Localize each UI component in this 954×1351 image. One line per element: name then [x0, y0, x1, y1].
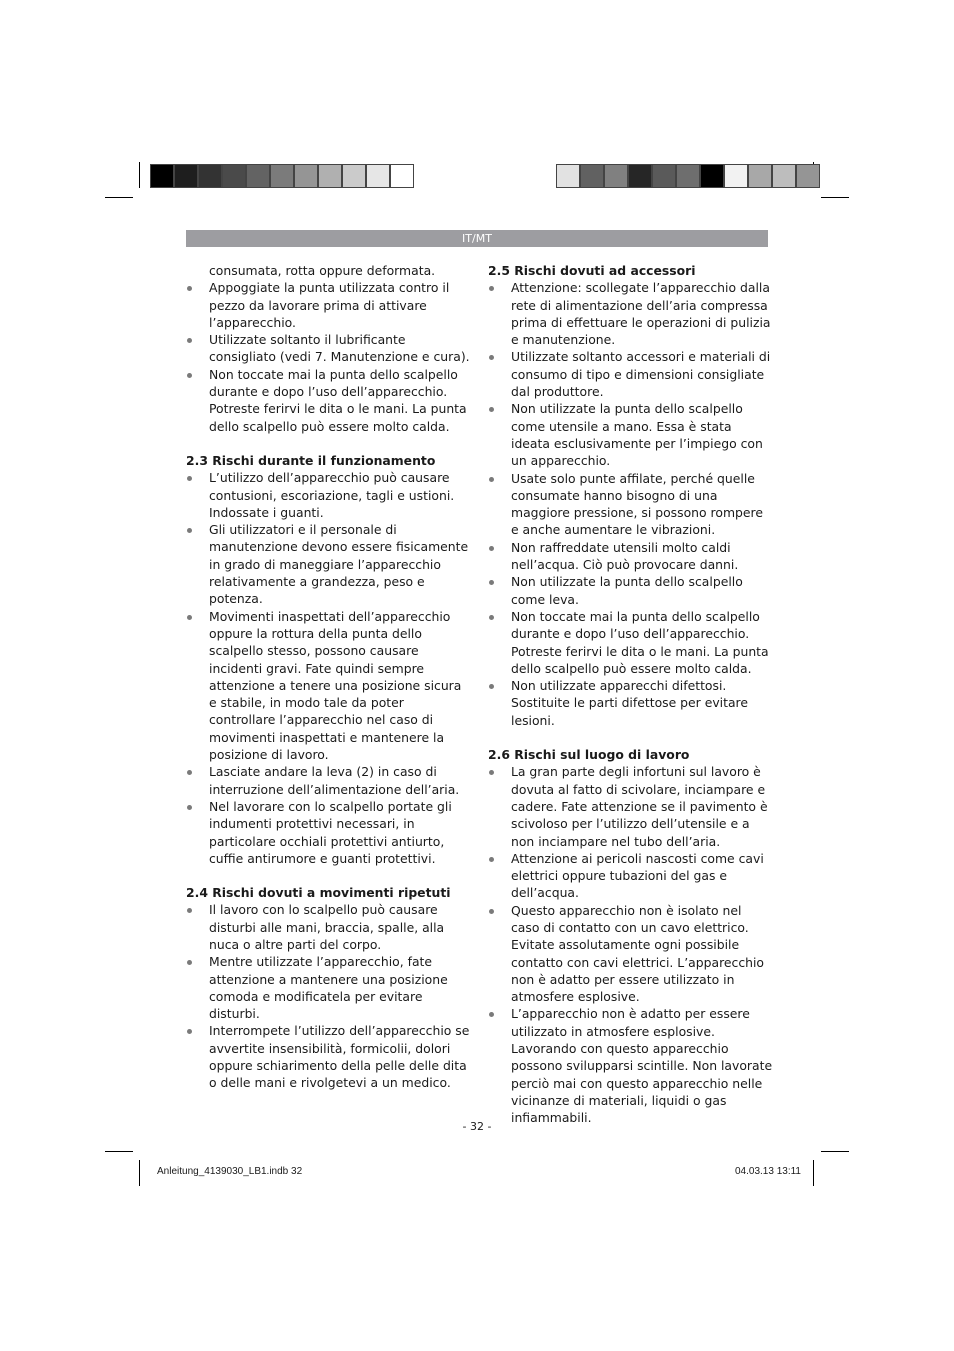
right-column	[488, 262, 773, 1127]
continuation-text: consumata, rotta oppure deformata.	[209, 263, 436, 278]
list-item: Usate solo punte affilate, perché quelle consumate hanno bisogno di una maggiore pressione, si possono rompere e anche aumentare le vibrazioni.	[488, 470, 773, 539]
list-item: Non toccate mai la punta dello scalpello durante e dopo l’uso dell’apparecchio. Potreste ferirvi le dita o le mani. La punta dello scalpello può essere molto calda.	[488, 608, 773, 677]
color-swatch	[318, 164, 342, 188]
list-item: Gli utilizzatori e il personale di manutenzione devono essere fisicamente in grado di maneggiare l’apparecchio relativamente a grandezza, peso e potenza.	[186, 521, 471, 607]
list-item: Attenzione ai pericoli nascosti come cavi elettrici oppure tubazioni del gas e dell’acqua.	[488, 850, 773, 902]
color-swatch	[390, 164, 414, 188]
list-item: Utilizzate soltanto il lubrificante consigliato (vedi 7. Manutenzione e cura).	[186, 331, 471, 366]
crop-mark	[821, 197, 849, 198]
color-swatch	[748, 164, 772, 188]
print-timestamp: 04.03.13 13:11	[735, 1166, 801, 1177]
list-item: Attenzione: scollegate l’apparecchio dalla rete di alimentazione dell’aria compressa prima di effettuare le operazioni di pulizia e manutenzione.	[488, 279, 773, 348]
color-swatch	[174, 164, 198, 188]
section-bullet-list	[488, 763, 773, 1126]
list-item: Appoggiate la punta utilizzata contro il pezzo da lavorare prima di attivare l’apparecchio.	[186, 279, 471, 331]
crop-mark	[821, 1151, 849, 1152]
list-item: Il lavoro con lo scalpello può causare disturbi alle mani, braccia, spalle, alla nuca o altre parti del corpo.	[186, 901, 471, 953]
page-number: - 32 -	[462, 1120, 492, 1133]
color-swatch	[294, 164, 318, 188]
list-item: Nel lavorare con lo scalpello portate gli indumenti protettivi necessari, in particolare occhiali protettivi antiurto, cuffie antirumore e guanti protettivi.	[186, 798, 471, 867]
color-swatch	[676, 164, 700, 188]
color-swatch	[772, 164, 796, 188]
color-swatch	[150, 164, 174, 188]
language-header-bar	[186, 230, 768, 247]
list-item: Interrompete l’utilizzo dell’apparecchio se avvertite insensibilità, formicolii, dolori oppure schiarimento della pelle delle dita o delle mani e rivolgetevi a un medico.	[186, 1022, 471, 1091]
crop-mark	[813, 1160, 814, 1186]
list-item: Non utilizzate apparecchi difettosi. Sostituite le parti difettose per evitare lesioni.	[488, 677, 773, 729]
section-title: 2.6 Rischi sul luogo di lavoro	[488, 747, 690, 763]
locale-label: IT/MT	[462, 232, 492, 245]
left-column	[186, 262, 471, 1092]
section-title: 2.3 Rischi durante il funzionamento	[186, 452, 436, 468]
color-swatch	[580, 164, 604, 188]
color-swatch	[270, 164, 294, 188]
list-item: Lasciate andare la leva (2) in caso di interruzione dell’alimentazione dell’aria.	[186, 763, 471, 798]
section-bullet-list	[186, 901, 471, 1091]
crop-mark	[105, 197, 133, 198]
file-info: Anleitung_4139030_LB1.indb 32	[157, 1166, 303, 1177]
list-item: Mentre utilizzate l’apparecchio, fate attenzione a mantenere una posizione comoda e modificatela per evitare disturbi.	[186, 953, 471, 1022]
section-bullet-list	[488, 279, 773, 729]
color-swatch	[556, 164, 580, 188]
intro-bullet-list	[186, 279, 471, 435]
color-swatch	[724, 164, 748, 188]
section-title: 2.5 Rischi dovuti ad accessori	[488, 263, 696, 278]
section-title: 2.4 Rischi dovuti a movimenti ripetuti	[186, 885, 451, 901]
section-bullet-list	[186, 469, 471, 867]
list-item: La gran parte degli infortuni sul lavoro è dovuta al fatto di scivolare, inciampare e cadere. Fate attenzione se il pavimento è scivoloso per l’utilizzo dell’utensile e a non inciampare nel tubo dell’aria.	[488, 763, 773, 849]
crop-mark	[139, 162, 140, 188]
color-swatch	[652, 164, 676, 188]
list-item: Utilizzate soltanto accessori e materiali di consumo di tipo e dimensioni consigliate dal produttore.	[488, 348, 773, 400]
list-item: Non toccate mai la punta dello scalpello durante e dopo l’uso dell’apparecchio. Potreste ferirvi le dita o le mani. La punta dello scalpello può essere molto calda.	[186, 366, 471, 435]
list-item: Non utilizzate la punta dello scalpello come leva.	[488, 573, 773, 608]
list-item: L’apparecchio non è adatto per essere utilizzato in atmosfere esplosive. Lavorando con questo apparecchio possono svilupparsi scintille. Non lavorate perciò mai con questo apparecchio nelle vicinanze di materiali, liquidi o gas infiammabili.	[488, 1005, 773, 1126]
color-swatch	[604, 164, 628, 188]
list-item: L’utilizzo dell’apparecchio può causare contusioni, escoriazione, tagli e ustioni. Indossate i guanti.	[186, 469, 471, 521]
color-calibration-strip-right	[556, 164, 820, 188]
list-item: Questo apparecchio non è isolato nel caso di contatto con un cavo elettrico. Evitate assolutamente ogni possibile contatto con cavi elettrici. L’apparecchio non è adatto per essere utilizzato in atmosfere esplosive.	[488, 902, 773, 1006]
crop-mark	[139, 1160, 140, 1186]
color-swatch	[628, 164, 652, 188]
color-swatch	[700, 164, 724, 188]
color-swatch	[342, 164, 366, 188]
color-swatch	[366, 164, 390, 188]
color-swatch	[246, 164, 270, 188]
list-item: Non raffreddate utensili molto caldi nell’acqua. Ciò può provocare danni.	[488, 539, 773, 574]
list-item: Movimenti inaspettati dell’apparecchio oppure la rottura della punta dello scalpello stesso, possono causare incidenti gravi. Fate quindi sempre attenzione a tenere una posizione sicura e stabile, in modo tale da poter controllare l’apparecchio nel caso di movimenti inaspettati e mantenere la posizione di lavoro.	[186, 608, 471, 764]
list-item: Non utilizzate la punta dello scalpello come utensile a mano. Essa è stata ideata esclusivamente per l’impiego con un apparecchio.	[488, 400, 773, 469]
color-swatch	[796, 164, 820, 188]
color-calibration-strip-left	[150, 164, 414, 188]
color-swatch	[198, 164, 222, 188]
crop-mark	[105, 1151, 133, 1152]
color-swatch	[222, 164, 246, 188]
